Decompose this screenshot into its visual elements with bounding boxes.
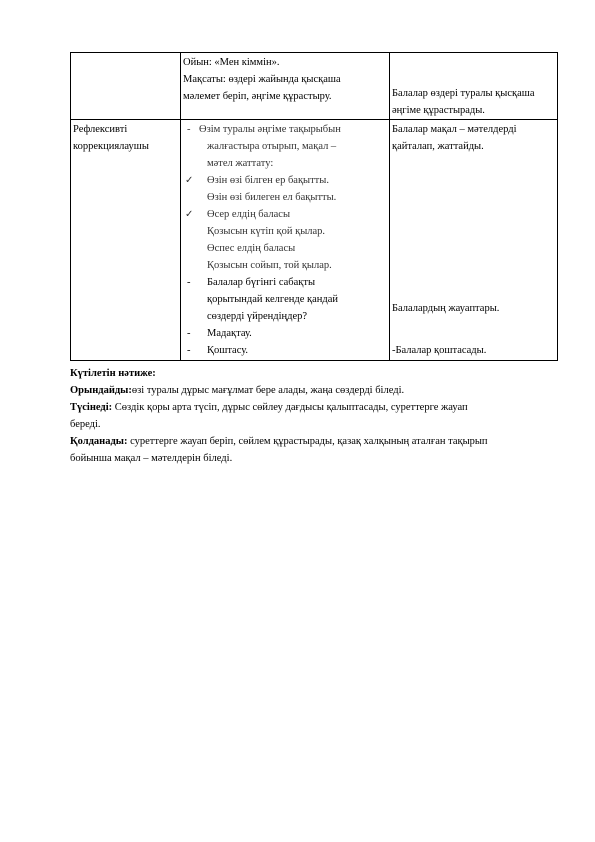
stage-label-line1: Рефлексивті: [73, 124, 128, 135]
question-line2: қорытындай келгенде қандай: [207, 294, 338, 305]
intro-item: [183, 121, 387, 138]
performs-label: Орындайды:: [70, 385, 132, 396]
activity-cell-reflection: [181, 120, 390, 361]
results-performs: [70, 382, 550, 399]
applies-text-line1: суреттерге жауап беріп, сөйлем құрастырады, қазақ халқының аталған тақырып: [127, 436, 488, 447]
applies-text-line2: бойынша мақал – мәтелдерін біледі.: [70, 453, 233, 464]
results-heading: Күтілетін нәтиже:: [70, 368, 156, 379]
game-goal-line1: Мақсаты: өздері жайында қысқаша: [183, 74, 341, 85]
proverb-item-1: [183, 172, 387, 189]
question-line3: сөздерді үйрендіңдер?: [207, 311, 308, 322]
stage-label-line2: коррекциялаушы: [73, 141, 149, 152]
intro-line1: - Өзім туралы әңгіме тақырыбын: [199, 124, 341, 135]
answers-text: Балалардың жауаптары.: [392, 303, 500, 314]
proverb2-line4: Қозысын сойып, той қылар.: [207, 260, 332, 271]
proverb1-line1: Өзін өзі білген ер бақытты.: [207, 175, 329, 186]
response-line2: қайталап, жаттайды.: [392, 141, 484, 152]
proverb-item-2: [183, 206, 387, 223]
student-activity-line1: Балалар өздері туралы қысқаша: [392, 88, 535, 99]
student-response-cell: [390, 120, 558, 361]
proverb2-line3: Өспес елдің баласы: [207, 243, 296, 254]
understands-label: Түсінеді:: [70, 402, 113, 413]
table-row: [71, 120, 558, 361]
results-applies: [70, 433, 550, 450]
results-understands: [70, 399, 550, 416]
proverb2-line2: Қозысын күтіп қой қылар.: [207, 226, 326, 237]
lesson-table: [70, 52, 558, 361]
stage-cell-reflexive: [71, 120, 181, 361]
activity-cell-game: [181, 53, 390, 120]
praise-item: [183, 325, 387, 342]
expected-results: [70, 365, 550, 467]
praise-label: - Мадақтау.: [207, 328, 252, 339]
student-activity-cell: [390, 53, 558, 120]
stage-cell-empty: [71, 53, 181, 120]
understands-text-line1: Сөздік қоры арта түсіп, дұрыс сөйлеу дағдысы қалыптасады, суреттерге жауап: [112, 402, 468, 413]
intro-line2: жалғастыра отырып, мақал –: [207, 141, 337, 152]
applies-label: Қолданады:: [70, 436, 128, 447]
farewell-item: [183, 342, 387, 359]
question-item: [183, 274, 387, 291]
farewell-label: - Қоштасу.: [207, 345, 249, 356]
student-activity-line2: әңгіме құрастырады.: [392, 105, 485, 116]
understands-text-line2: береді.: [70, 419, 101, 430]
proverb1-line2: Өзін өзі билеген ел бақытты.: [207, 192, 337, 203]
table-row: [71, 53, 558, 120]
check-mark-icon: ✓: [185, 209, 194, 220]
question-line1: - Балалар бүгінгі сабақты: [207, 277, 316, 288]
farewell-text: -Балалар қоштасады.: [392, 345, 487, 356]
game-goal-line2: мәлемет беріп, әңгіме құрастыру.: [183, 91, 332, 102]
check-mark-icon: ✓: [185, 175, 194, 186]
game-title: Ойын: «Мен кіммін».: [183, 57, 280, 68]
proverb2-line1: Өсер елдің баласы: [207, 209, 291, 220]
intro-line3: мәтел жаттату:: [207, 158, 274, 169]
performs-text: өзі туралы дұрыс мағұлмат бере алады, жаңа сөздерді біледі.: [131, 385, 405, 396]
response-line1: Балалар мақал – мәтелдерді: [392, 124, 517, 135]
